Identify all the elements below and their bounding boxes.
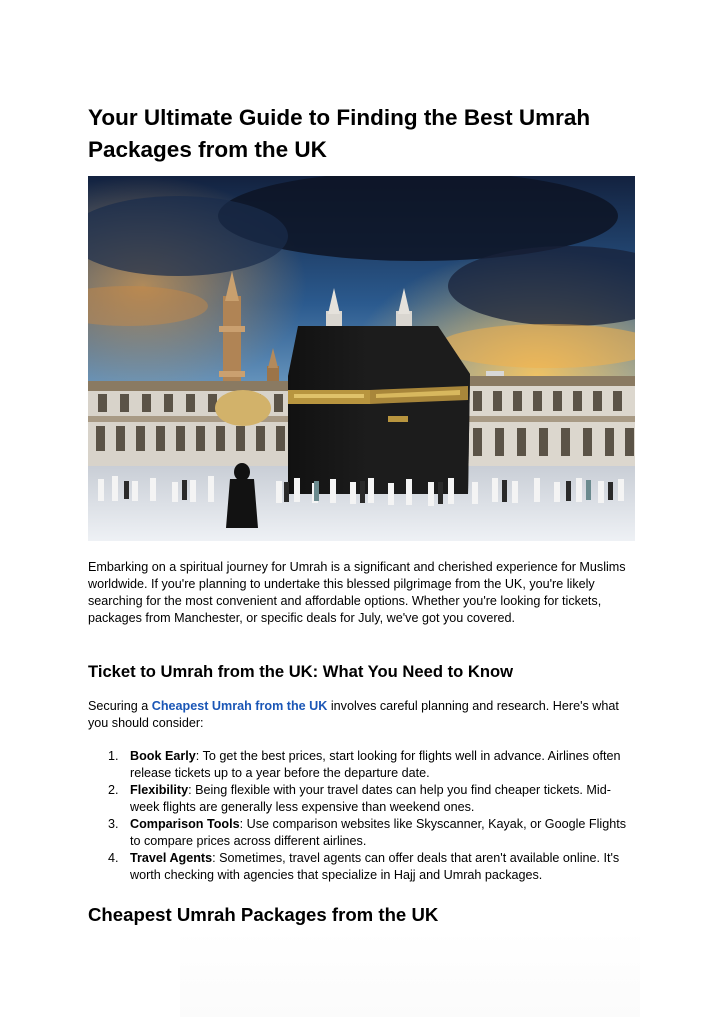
list-item-term: Book Early — [130, 749, 196, 763]
list-item — [88, 782, 633, 816]
section-heading-ticket: Ticket to Umrah from the UK: What You Need to Know — [88, 662, 514, 681]
para-text-after: involves careful planning and research. Here's what you should consider: — [88, 699, 619, 730]
page-title: Your Ultimate Guide to Finding the Best Umrah Packages from the UK — [88, 105, 591, 162]
list-item-text: : Use comparison websites like Skyscanner, Kayak, or Google Flights to compare prices across different airlines. — [130, 817, 627, 848]
list-item-number: 4. — [108, 851, 119, 865]
list-item-number: 2. — [108, 783, 119, 797]
list-item — [88, 816, 633, 850]
tips-list — [88, 748, 633, 884]
list-item-number: 1. — [108, 749, 119, 763]
page-shadow — [180, 930, 640, 1017]
intro-paragraph: Embarking on a spiritual journey for Umrah is a significant and cherished experience for Muslims worldwide. If you're planning to undertake this blessed pilgrimage from the UK, you're likely searching for the most convenient and affordable options. Whether you're looking for tickets, packages from Manchester, or specific deals for July, we've got you covered. — [88, 560, 626, 625]
list-item-term: Flexibility — [130, 783, 189, 797]
section-heading-packages: Cheapest Umrah Packages from the UK — [88, 904, 439, 925]
kaaba-photo — [88, 176, 635, 541]
cheapest-umrah-link[interactable]: Cheapest Umrah from the UK — [151, 699, 328, 713]
para-text-before: Securing a — [88, 699, 152, 713]
list-item-text: : Being flexible with your travel dates can help you find cheaper tickets. Mid-week flights are generally less expensive than weekend ones. — [130, 783, 611, 814]
list-item — [88, 850, 633, 884]
list-item-term: Travel Agents — [130, 851, 213, 865]
list-item — [88, 748, 633, 782]
list-item-number: 3. — [108, 817, 119, 831]
list-item-term: Comparison Tools — [130, 817, 240, 831]
section-paragraph — [88, 698, 633, 732]
list-item-text: : Sometimes, travel agents can offer deals that aren't available online. It's worth checking with agencies that specialize in Hajj and Umrah packages. — [130, 851, 620, 882]
list-item-text: : To get the best prices, start looking for flights well in advance. Airlines often release tickets up to a year before the departure date. — [130, 749, 621, 780]
